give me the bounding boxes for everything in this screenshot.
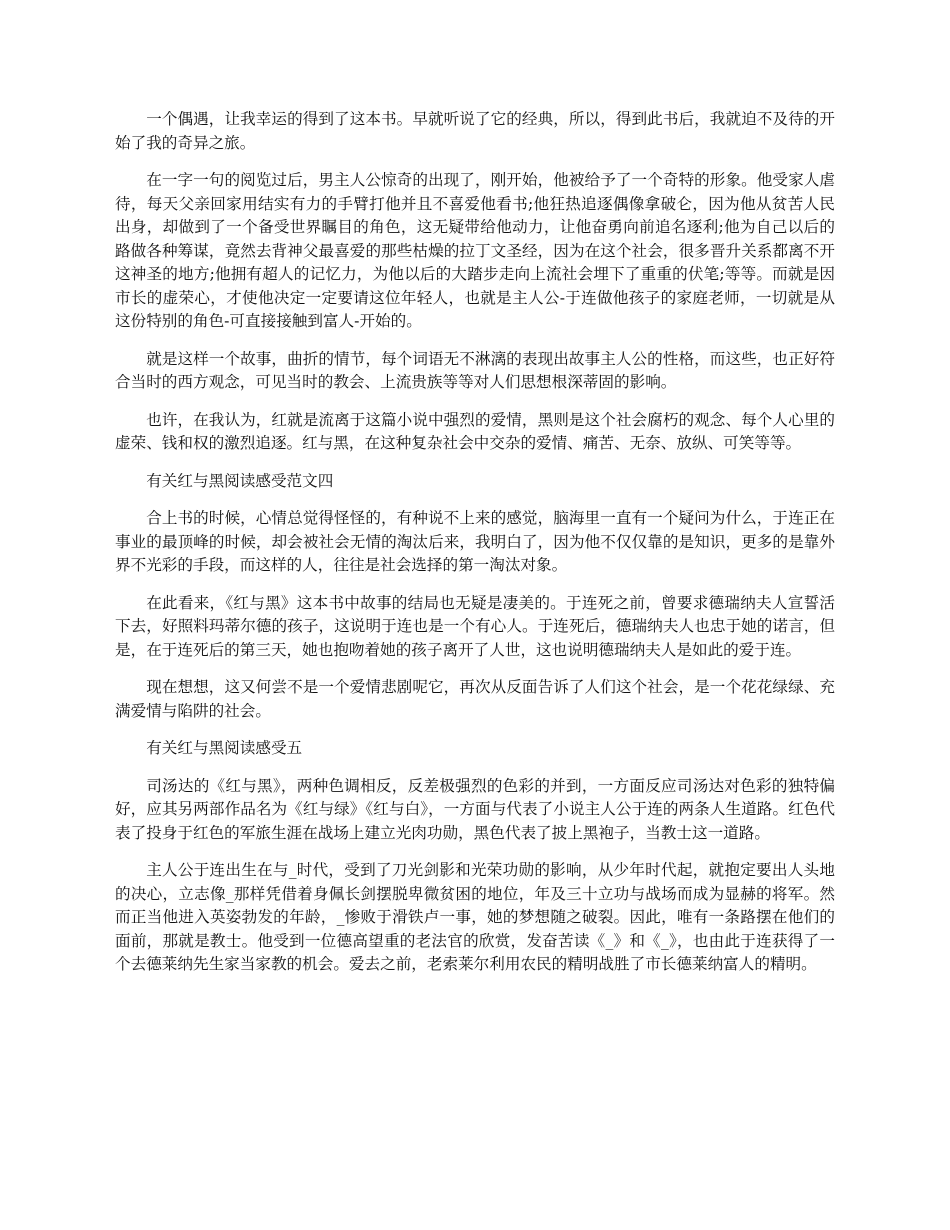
paragraph-7: 现在想想，这又何尝不是一个爱情悲剧呢它，再次从反面告诉了人们这个社会，是一个花花绿绿、充满爱情与陷阱的社会。 <box>115 678 835 720</box>
paragraph-6: 在此看来，《红与黑》这本书中故事的结局也无疑是凄美的。于连死之前，曾要求德瑞纳夫人宣誓活下去，好照料玛蒂尔德的孩子，这说明于连也是一个有心人。于连死后，德瑞纳夫人也忠于她的诺言，但是，在于连死后的第三天，她也抱吻着她的孩子离开了人世，这也说明德瑞纳夫人是如此的爱于连。 <box>115 593 835 659</box>
paragraph-8: 司汤达的《红与黑》，两种色调相反，反差极强烈的色彩的并到，一方面反应司汤达对色彩的独特偏好，应其另两部作品名为《红与绿》《红与白》，一方面与代表了小说主人公于连的两条人生道路。红色代表了投身于红色的军旅生涯在战场上建立光肉功勋，黑色代表了披上黑袍子，当教士这一道路。 <box>115 776 835 842</box>
paragraph-1: 一个偶遇，让我幸运的得到了这本书。早就听说了它的经典，所以，得到此书后，我就迫不及待的开始了我的奇异之旅。 <box>115 110 835 152</box>
paragraph-5: 合上书的时候，心情总觉得怪怪的，有种说不上来的感觉，脑海里一直有一个疑问为什么，于连正在事业的最顶峰的时候，却会被社会无情的淘汰后来，我明白了，因为他不仅仅靠的是知识，更多的是靠外界不光彩的手段，而这样的人，往往是社会选择的第一淘汰对象。 <box>115 509 835 574</box>
section-heading-5: 有关红与黑阅读感受五 <box>146 739 303 757</box>
paragraph-2: 在一字一句的阅览过后，男主人公惊奇的出现了，刚开始，他被给予了一个奇特的形象。他受家人虐待，每天父亲回家用结实有力的手臂打他并且不喜爱他看书;他狂热追逐偶像拿破仑，因为他从贫苦人民出身，却做到了一个备受世界瞩目的角色，这无疑带给他动力，让他奋勇向前追名逐利;他为自己以后的路做各种筹谋，竟然去背神父最喜爱的那些枯燥的拉丁文圣经，因为在这个社会，很多晋升关系都离不开这神圣的地方;他拥有超人的记忆力，为他以后的大踏步走向上流社会埋下了重重的伏笔;等等。而就是因市长的虚荣心，才使他决定一定要请这位年轻人，也就是主人公-于连做他孩子的家庭老师，一切就是从这份特别的角色-可直接接触到富人-开始的。 <box>115 171 835 330</box>
section-heading-4: 有关红与黑阅读感受范文四 <box>146 471 334 490</box>
paragraph-3: 就是这样一个故事，曲折的情节，每个词语无不淋漓的表现出故事主人公的性格，而这些，也正好符合当时的西方观念，可见当时的教会、上流贵族等等对人们思想根深蒂固的影响。 <box>115 349 835 391</box>
paragraph-9: 主人公于连出生在与_时代，受到了刀光剑影和光荣功勋的影响，从少年时代起，就抱定要出人头地的决心，立志像_那样凭借着身佩长剑摆脱卑微贫困的地位，年及三十立功与战场而成为显赫的将军。然而正当他进入英姿勃发的年龄，_惨败于滑铁卢一事，她的梦想随之破裂。因此，唯有一条路摆在他们的面前，那就是教士。他受到一位德高望重的老法官的欣赏，发奋苦读《_》和《_》，也由此于连获得了一个去德莱纳先生家当家教的机会。爱去之前，老索莱尔利用农民的精明战胜了市长德莱纳富人的精明。 <box>115 861 835 973</box>
paragraph-4: 也许，在我认为，红就是流离于这篇小说中强烈的爱情，黑则是这个社会腐朽的观念、每个人心里的虚荣、钱和权的激烈追逐。红与黑，在这种复杂社会中交杂的爱情、痛苦、无奈、放纵、可笑等等。 <box>115 410 835 452</box>
